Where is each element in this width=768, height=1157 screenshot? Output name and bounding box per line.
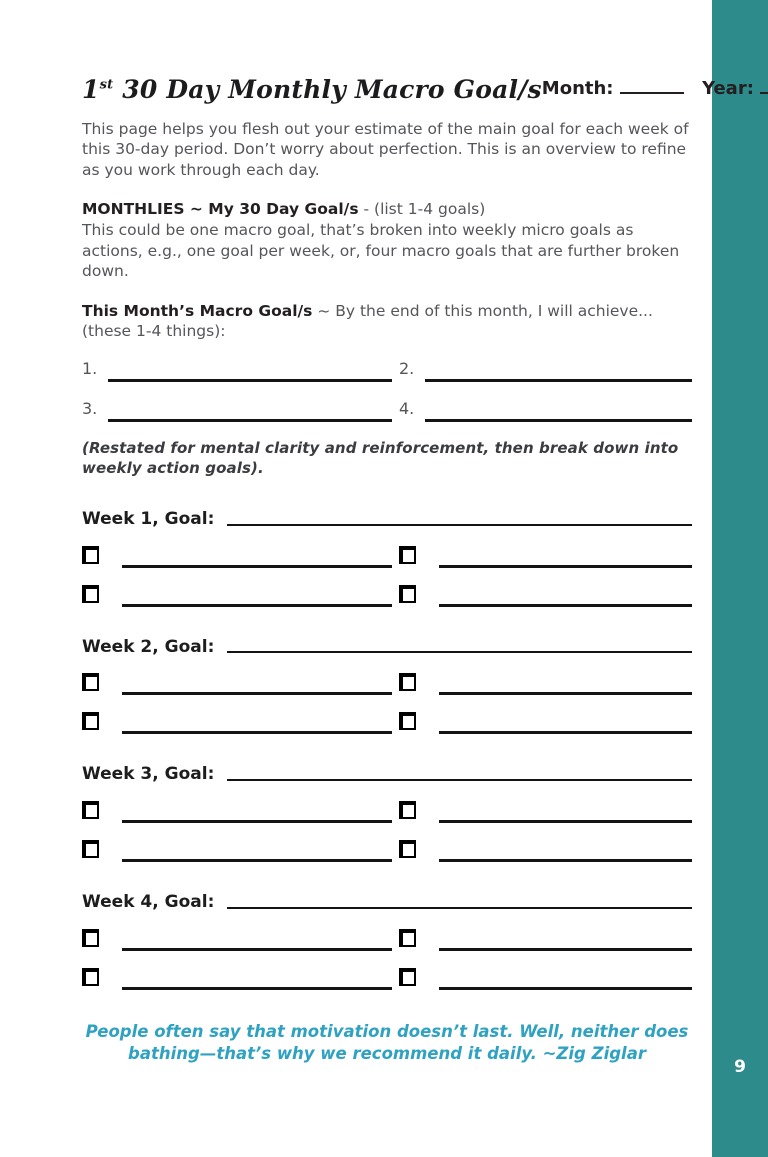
week-2-task-4 [399, 712, 692, 734]
week-1-checkbox-4[interactable] [399, 585, 416, 603]
week-3-task-1 [82, 801, 392, 823]
week-3-task-row-2 [82, 840, 692, 862]
week-2-label: Week 2, Goal: [82, 636, 215, 657]
week-2-checkbox-2[interactable] [399, 673, 416, 691]
week-4-task-4 [399, 968, 692, 990]
page-number: 9 [734, 1057, 746, 1077]
title-ordinal-suffix: st [99, 77, 114, 93]
monthlies-heading: MONTHLIES ~ My 30 Day Goal/s [82, 200, 359, 219]
week-3-task-line-4[interactable] [439, 859, 692, 862]
macro-goals-heading: This Month’s Macro Goal/s [82, 301, 313, 320]
week-1-task-2 [399, 546, 692, 568]
week-4-task-2 [399, 929, 692, 951]
week-2-task-1 [82, 673, 392, 695]
week-3-section [82, 765, 692, 862]
year-field[interactable] [760, 90, 768, 94]
page-title [82, 76, 542, 104]
week-1-task-row-1 [82, 546, 692, 568]
week-3-header [82, 765, 692, 784]
goal-row [82, 398, 692, 422]
goal-item-1 [82, 358, 392, 382]
month-field[interactable] [620, 90, 684, 94]
week-4-task-1 [82, 929, 392, 951]
week-3-task-line-3[interactable] [122, 859, 392, 862]
week-3-checkbox-1[interactable] [82, 801, 99, 819]
week-2-checkbox-1[interactable] [82, 673, 99, 691]
week-2-task-row-2 [82, 712, 692, 734]
year-label: Year: [702, 77, 754, 99]
macro-goals-grid [82, 358, 692, 422]
week-4-task-row-2 [82, 968, 692, 990]
goal-line-4[interactable] [425, 419, 692, 422]
week-1-task-4 [399, 585, 692, 607]
week-4-label: Week 4, Goal: [82, 891, 215, 912]
goal-number-4: 4. [399, 398, 415, 418]
goal-item-3 [82, 398, 392, 422]
week-2-section [82, 638, 692, 735]
week-4-task-line-3[interactable] [122, 987, 392, 990]
week-2-task-line-1[interactable] [122, 692, 392, 695]
goal-line-1[interactable] [108, 379, 392, 382]
week-4-checkbox-2[interactable] [399, 929, 416, 947]
goal-row [82, 358, 692, 382]
week-3-checkbox-3[interactable] [82, 840, 99, 858]
week-4-task-line-1[interactable] [122, 948, 392, 951]
week-4-checkbox-3[interactable] [82, 968, 99, 986]
week-2-task-3 [82, 712, 392, 734]
title-row [82, 75, 754, 104]
week-1-checkbox-3[interactable] [82, 585, 99, 603]
intro-paragraph: This page helps you flesh out your estimate of the main goal for each week of this 30-day period. Don’t worry about perfection. This is an overview to refine as you work through each day. [82, 119, 689, 179]
week-3-task-2 [399, 801, 692, 823]
week-1-section [82, 510, 692, 607]
week-1-task-line-1[interactable] [122, 565, 392, 568]
week-1-task-row-2 [82, 585, 692, 607]
goal-number-1: 1. [82, 358, 98, 378]
week-2-task-line-4[interactable] [439, 731, 692, 734]
week-3-task-row-1 [82, 801, 692, 823]
goal-item-4 [399, 398, 692, 422]
week-3-goal-line[interactable] [227, 779, 692, 781]
goal-number-3: 3. [82, 398, 98, 418]
page-content [82, 75, 754, 1065]
goal-line-3[interactable] [108, 419, 392, 422]
week-1-header [82, 510, 692, 529]
quote: People often say that motivation doesn’t last. Well, neither does bathing—that’s why we recommend it daily. ~Zig Ziglar [85, 1021, 689, 1063]
restated-note: (Restated for mental clarity and reinforcement, then break down into weekly action goals). [82, 438, 679, 477]
week-1-checkbox-2[interactable] [399, 546, 416, 564]
week-2-task-line-2[interactable] [439, 692, 692, 695]
week-2-task-row-1 [82, 673, 692, 695]
week-2-checkbox-4[interactable] [399, 712, 416, 730]
week-2-task-2 [399, 673, 692, 695]
week-1-task-line-3[interactable] [122, 604, 392, 607]
page-edge-strip [712, 0, 768, 1157]
week-4-task-row-1 [82, 929, 692, 951]
goal-line-2[interactable] [425, 379, 692, 382]
goal-number-2: 2. [399, 358, 415, 378]
title-number: 1 [82, 75, 100, 104]
week-4-checkbox-1[interactable] [82, 929, 99, 947]
week-2-task-line-3[interactable] [122, 731, 392, 734]
week-2-goal-line[interactable] [227, 651, 692, 653]
week-3-checkbox-4[interactable] [399, 840, 416, 858]
week-2-header [82, 638, 692, 657]
monthlies-section-text [82, 199, 692, 281]
week-3-task-line-2[interactable] [439, 820, 692, 823]
week-2-checkbox-3[interactable] [82, 712, 99, 730]
monthlies-body: This could be one macro goal, that’s broken into weekly micro goals as actions, e.g., one goal per week, or, four macro goals that are further broken down. [82, 220, 680, 281]
month-year-fields [542, 77, 768, 104]
macro-goals-heading-rest: ~ By the end of this month, I will achieve... (these 1-4 things): [82, 301, 653, 341]
month-label: Month: [541, 77, 614, 99]
week-3-label: Week 3, Goal: [82, 764, 215, 785]
week-4-goal-line[interactable] [227, 907, 692, 909]
week-3-task-4 [399, 840, 692, 862]
week-4-section [82, 893, 692, 990]
week-1-checkbox-1[interactable] [82, 546, 99, 564]
week-4-task-line-4[interactable] [439, 987, 692, 990]
week-1-task-line-2[interactable] [439, 565, 692, 568]
week-4-checkbox-4[interactable] [399, 968, 416, 986]
week-1-goal-line[interactable] [227, 524, 692, 526]
goal-item-2 [399, 358, 692, 382]
week-4-task-line-2[interactable] [439, 948, 692, 951]
week-1-label: Week 1, Goal: [82, 508, 215, 529]
week-1-task-1 [82, 546, 392, 568]
week-3-task-line-1[interactable] [122, 820, 392, 823]
week-1-task-line-4[interactable] [439, 604, 692, 607]
week-4-task-3 [82, 968, 392, 990]
week-1-task-3 [82, 585, 392, 607]
week-3-task-3 [82, 840, 392, 862]
macro-goals-heading-text [82, 301, 692, 342]
weeks-container [82, 510, 692, 990]
title-text: 30 Day Monthly Macro Goal/s [113, 75, 542, 104]
week-4-header [82, 893, 692, 912]
monthlies-heading-note: - (list 1-4 goals) [358, 200, 486, 219]
week-3-checkbox-2[interactable] [399, 801, 416, 819]
